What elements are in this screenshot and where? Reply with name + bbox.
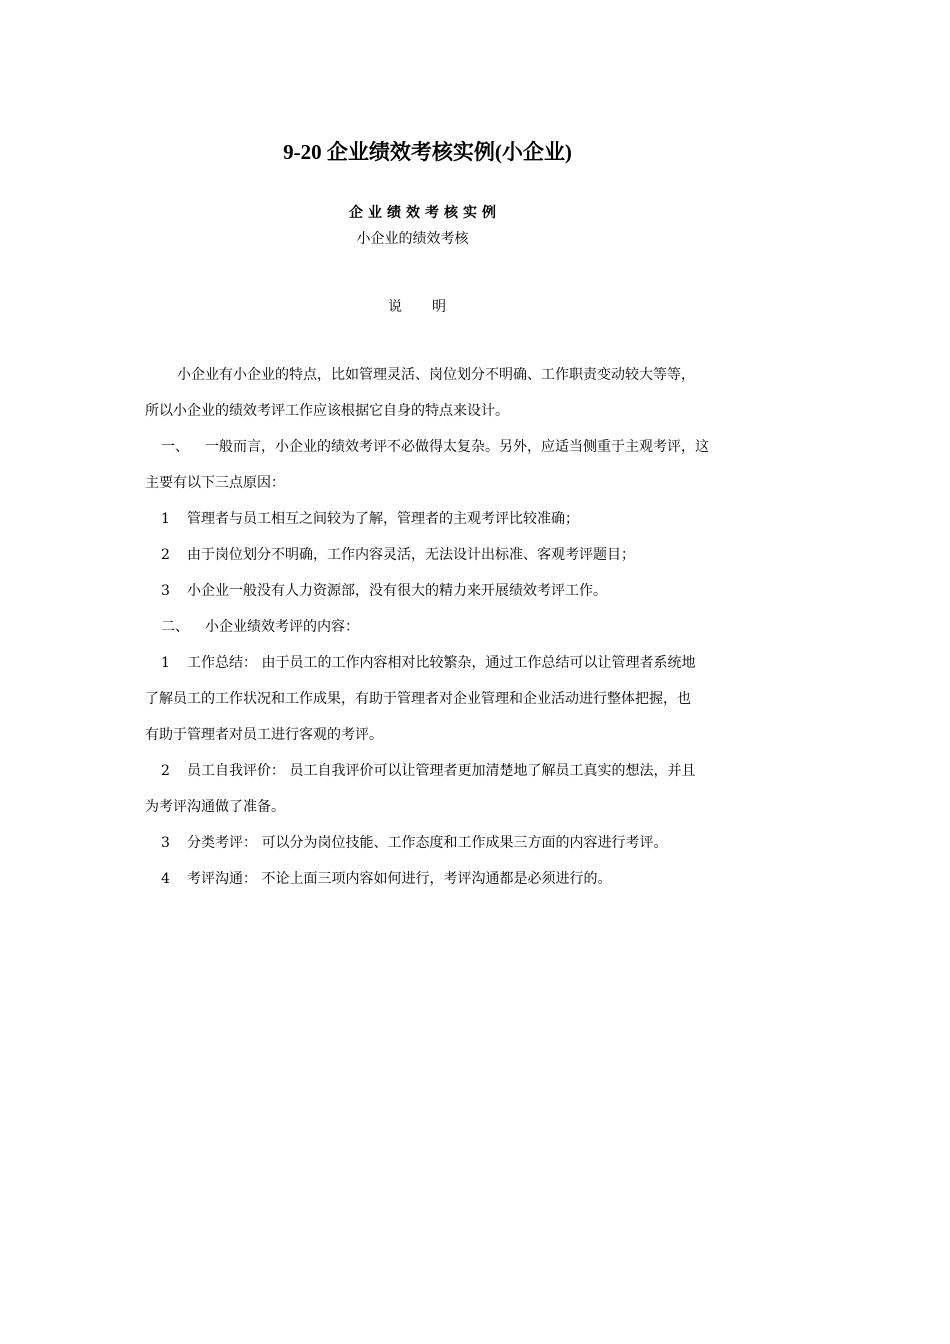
list-text: 工作总结： 由于员工的工作内容相对比较繁杂，通过工作总结可以让管理者系统地 [187,655,696,671]
list-text: 小企业一般没有人力资源部，没有很大的精力来开展绩效考评工作。 [187,583,607,599]
section-marker: 一、 [161,439,189,455]
section-heading-explanation [388,296,446,318]
list-item [145,501,810,537]
list-number: 2 [161,763,170,779]
list-number: 1 [161,655,170,671]
paragraph-line: 所以小企业的绩效考评工作应该根据它自身的特点来设计。 [145,403,509,419]
list-number: 1 [161,511,170,527]
list-item [145,537,810,573]
document-subtitle-secondary: 小企业的绩效考核 [356,231,469,247]
section-marker: 二、 [161,619,189,635]
document-subtitle: 企业绩效考核实例 [349,205,501,221]
paragraph-line: 为考评沟通做了准备。 [145,799,285,815]
paragraph-line: 了解员工的工作状况和工作成果，有助于管理者对企业管理和企业活动进行整体把握，也 [145,691,691,707]
list-text: 管理者与员工相互之间较为了解，管理者的主观考评比较准确； [187,511,579,527]
list-number: 2 [161,547,170,563]
section-heading-char: 明 [432,299,446,315]
list-text: 员工自我评价： 员工自我评价可以让管理者更加清楚地了解员工真实的想法，并且 [187,763,696,779]
list-number: 4 [161,871,170,887]
section-line [145,429,810,465]
document-title: 9-20 企业绩效考核实例(小企业) [283,140,572,164]
list-item [145,573,810,609]
list-item [145,861,810,897]
section-heading-char: 说 [388,299,402,315]
document-body [145,357,810,897]
paragraph-line: 小企业有小企业的特点，比如管理灵活、岗位划分不明确、工作职责变动较大等等， [177,367,695,383]
list-number: 3 [161,583,170,599]
paragraph-line: 主要有以下三点原因： [145,475,285,491]
list-item [145,825,810,861]
paragraph-line: 有助于管理者对员工进行客观的考评。 [145,727,383,743]
section-text: 一般而言，小企业的绩效考评不必做得太复杂。另外，应适当侧重于主观考评，这 [205,439,709,455]
list-text: 由于岗位划分不明确，工作内容灵活，无法设计出标准、客观考评题目； [187,547,635,563]
list-number: 3 [161,835,170,851]
list-text: 分类考评： 可以分为岗位技能、工作态度和工作成果三方面的内容进行考评。 [187,835,668,851]
section-text: 小企业绩效考评的内容： [205,619,359,635]
list-text: 考评沟通： 不论上面三项内容如何进行，考评沟通都是必须进行的。 [187,871,612,887]
section-line [145,609,810,645]
list-item [145,645,810,681]
list-item [145,753,810,789]
